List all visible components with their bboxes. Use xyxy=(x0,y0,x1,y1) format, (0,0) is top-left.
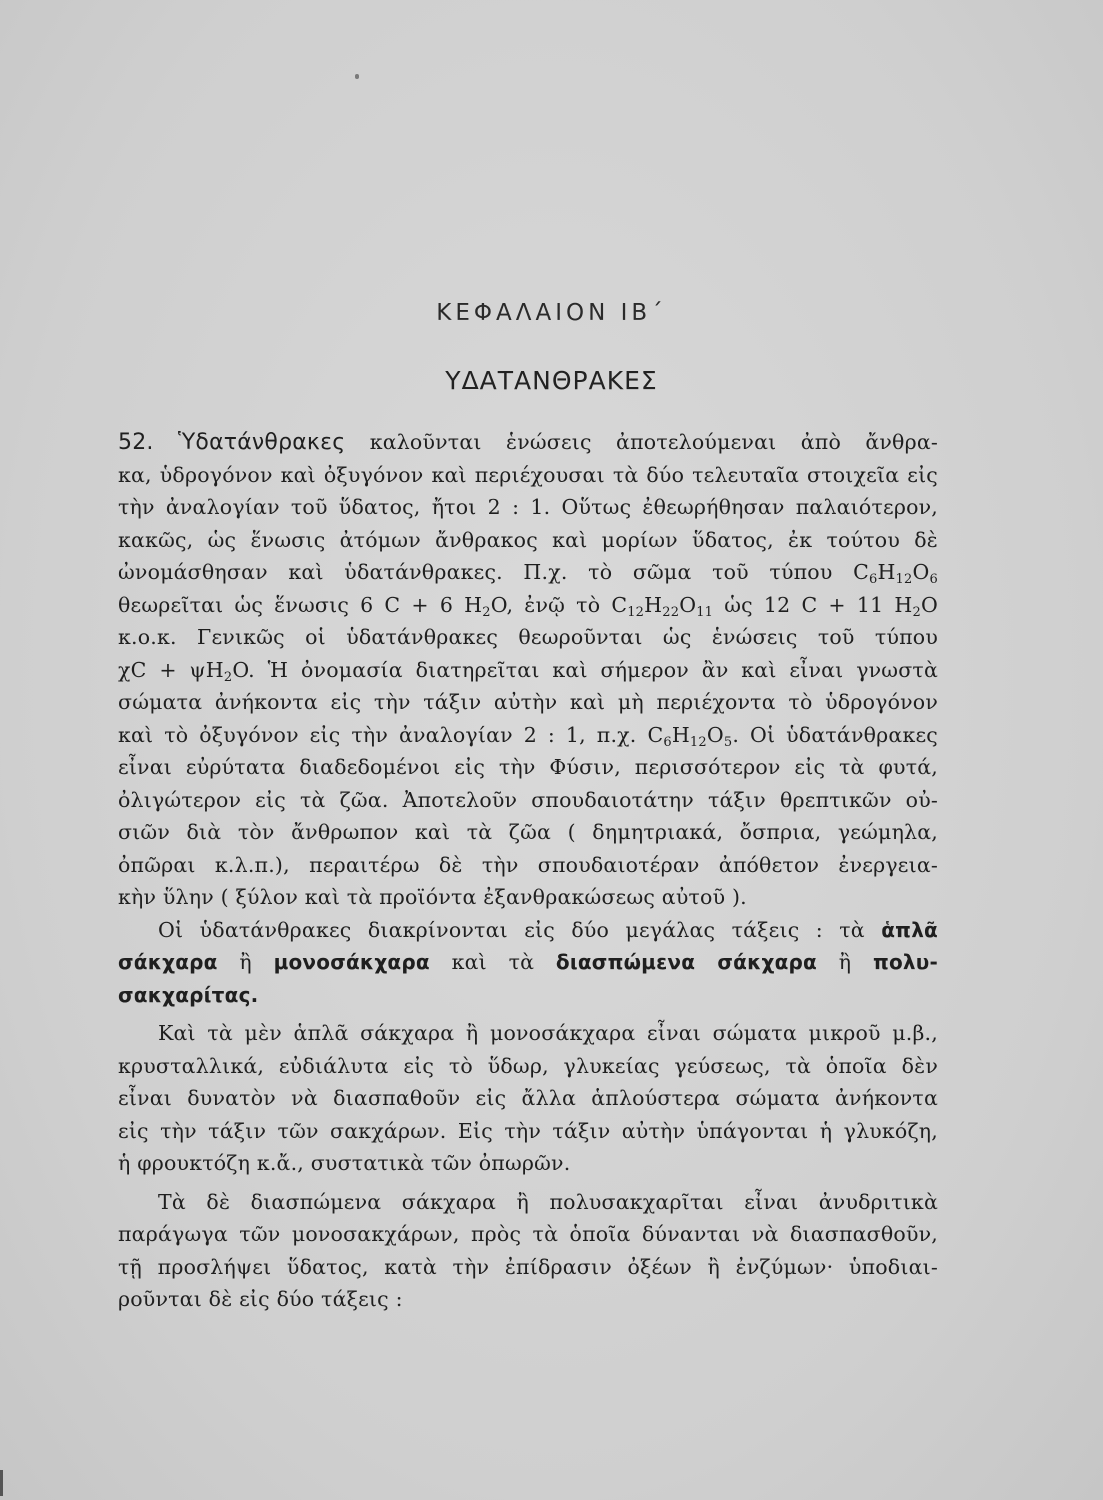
subscript: 2 xyxy=(912,604,921,620)
text-line: ὀλιγώτερον εἰς τὰ ζῶα. Ἀποτελοῦν σπουδαιοτάτην τάξιν θρεπτικῶν οὐ- xyxy=(118,787,938,812)
text-line: κα, ὑδρογόνον καὶ ὀξυγόνον καὶ περιέχουσαι τὰ δύο τελευταῖα στοιχεῖα εἰς xyxy=(118,462,938,487)
line-text: καλοῦνται ἑνώσεις ἀποτελούμεναι ἀπὸ ἄνθρα- xyxy=(369,430,939,454)
line-text: ἢ xyxy=(239,950,252,974)
text-line xyxy=(118,914,938,947)
bold-term: ἁπλᾶ xyxy=(881,917,938,942)
scan-edge-mark xyxy=(0,1470,3,1496)
subscript: 12 xyxy=(895,572,913,587)
text-line: σώματα ἀνήκοντα εἰς τὴν τάξιν αὐτὴν καὶ μὴ περιέχοντα τὸ ὑδρογόνον xyxy=(118,690,938,714)
line-text: θεωρεῖται ὡς ἕνωσις 6 C + 6 H xyxy=(118,592,483,617)
chapter-title: ΥΔΑΤΑΝΘΡΑΚΕΣ xyxy=(445,366,658,395)
paragraph-classes xyxy=(118,914,938,1012)
paragraph-definition xyxy=(118,426,938,914)
text-line: σιῶν διὰ τὸν ἄνθρωπον καὶ τὰ ζῶα ( δημητριακά, ὄσπρια, γεώμηλα, xyxy=(118,820,938,844)
body-text xyxy=(118,426,938,1316)
line-text: . Οἱ ὑδατάνθρακες xyxy=(732,722,938,747)
line-text: καὶ τὸ ὀξυγόνον εἰς τὴν ἀναλογίαν 2 : 1, π.χ. C xyxy=(118,722,664,747)
bold-term: σακχαρίτας. xyxy=(118,982,259,1007)
bold-term: σάκχαρα xyxy=(118,950,218,974)
text-line: κρυσταλλικά, εὐδιάλυτα εἰς τὸ ὕδωρ, γλυκείας γεύσεως, τὰ ὁποῖα δὲν xyxy=(118,1053,938,1078)
line-text: H xyxy=(644,592,663,617)
line-text: H xyxy=(671,722,690,747)
text-line: ὀπῶραι κ.λ.π.), περαιτέρω δὲ τὴν σπουδαιοτέραν ἀπόθετον ἐνεργεια- xyxy=(118,852,938,877)
subscript: 6 xyxy=(929,572,938,587)
section-term: Ὑδατάνθρακες xyxy=(177,430,346,455)
bold-term: διασπώμενα σάκχαρα xyxy=(555,950,817,974)
subscript: 11 xyxy=(696,604,714,620)
line-text: O xyxy=(679,592,697,617)
text-line xyxy=(118,719,938,752)
subscript: 2 xyxy=(223,669,233,685)
subscript: 22 xyxy=(662,604,680,620)
line-text: ὡς 12 C + 11 H xyxy=(724,592,913,617)
text-line: Καὶ τὰ μὲν ἁπλᾶ σάκχαρα ἢ μονοσάκχαρα εἶναι σώματα μικροῦ μ.β., xyxy=(158,1021,938,1045)
subscript: 12 xyxy=(689,734,707,750)
text-line: κὴν ὕλην ( ξύλον καὶ τὰ προϊόντα ἐξανθρακώσεως αὐτοῦ ). xyxy=(118,885,747,909)
text-line: παράγωγα τῶν μονοσακχάρων, πρὸς τὰ ὁποῖα δύνανται νὰ διασπασθοῦν, xyxy=(118,1222,938,1246)
line-text: O, ἐνῷ τὸ C xyxy=(490,592,628,617)
text-line: ὠνομάσθησαν καὶ ὑδατάνθρακες. Π.χ. τὸ σῶμα τοῦ τύπου $C_6H_{12}O_6$ xyxy=(118,560,938,587)
line-text: ὠνομάσθησαν καὶ ὑδατάνθρακες. Π.χ. τὸ σῶμα τοῦ τύπου C xyxy=(118,560,869,584)
text-line: ροῦνται δὲ εἰς δύο τάξεις : xyxy=(118,1287,403,1311)
text-line: κ.ο.κ. Γενικῶς οἱ ὑδατάνθρακες θεωροῦνται ὡς ἑνώσεις τοῦ τύπου xyxy=(118,625,938,649)
section-number: 52. xyxy=(118,430,154,455)
text-line xyxy=(118,946,938,979)
text-line: Τὰ δὲ διασπώμενα σάκχαρα ἢ πολυσακχαρῖται εἶναι ἀνυδριτικὰ xyxy=(158,1189,938,1214)
text-line: ἡ φρουκτόζη κ.ἄ., συστατικὰ τῶν ὀπωρῶν. xyxy=(118,1151,571,1175)
line-text: Οἱ ὑδατάνθρακες διακρίνονται εἰς δύο μεγάλας τάξεις : τὰ xyxy=(158,917,865,942)
text-line xyxy=(118,589,938,622)
text-line: εἶναι εὐρύτατα διαδεδομένοι εἰς τὴν Φύσιν, περισσότερον εἰς τὰ φυτά, xyxy=(118,755,938,779)
line-text: καὶ τὰ xyxy=(451,950,535,974)
text-line xyxy=(118,654,938,687)
text-line xyxy=(118,426,938,459)
subscript: 6 xyxy=(663,734,672,750)
text-line: εἰς τὴν τάξιν τῶν σακχάρων. Εἰς τὴν τάξιν αὐτὴν ὑπάγονται ἡ γλυκόζη, xyxy=(118,1118,938,1143)
bold-term: μονοσάκχαρα xyxy=(273,950,430,974)
bold-term: πολυ- xyxy=(872,950,938,974)
text-line xyxy=(118,979,938,1012)
subscript: 2 xyxy=(482,604,491,620)
text-line: τὴν ἀναλογίαν τοῦ ὕδατος, ἤτοι 2 : 1. Οὕτως ἐθεωρήθησαν παλαιότερον, xyxy=(118,495,938,519)
subscript: 5 xyxy=(723,734,733,750)
line-text: ἢ xyxy=(838,950,852,974)
text-line: εἶναι δυνατὸν νὰ διασπαθοῦν εἰς ἄλλα ἁπλούστερα σώματα ἀνήκοντα xyxy=(118,1086,938,1110)
chapter-heading: ΚΕΦΑΛΑΙΟΝ ΙΒ΄ xyxy=(436,300,667,326)
paper-speck xyxy=(355,74,359,79)
paragraph-polysaccharides xyxy=(118,1186,938,1316)
paragraph-monosaccharides xyxy=(118,1017,938,1180)
text-line: τῇ προσλήψει ὕδατος, κατὰ τὴν ἐπίδρασιν ὀξέων ἢ ἐνζύμων· ὑποδιαι- xyxy=(118,1254,938,1279)
text-line: κακῶς, ὡς ἕνωσις ἀτόμων ἄνθρακος καὶ μορίων ὕδατος, ἐκ τούτου δὲ xyxy=(118,527,938,552)
subscript: 6 xyxy=(868,572,878,587)
line-text: O xyxy=(706,722,724,747)
line-text: χC + ψH xyxy=(118,657,224,682)
line-text: O. Ἡ ὀνομασία διατηρεῖται καὶ σήμερον ἂν καὶ εἶναι γνωστὰ xyxy=(232,657,939,682)
subscript: 12 xyxy=(627,604,645,620)
line-text: O xyxy=(920,592,938,617)
